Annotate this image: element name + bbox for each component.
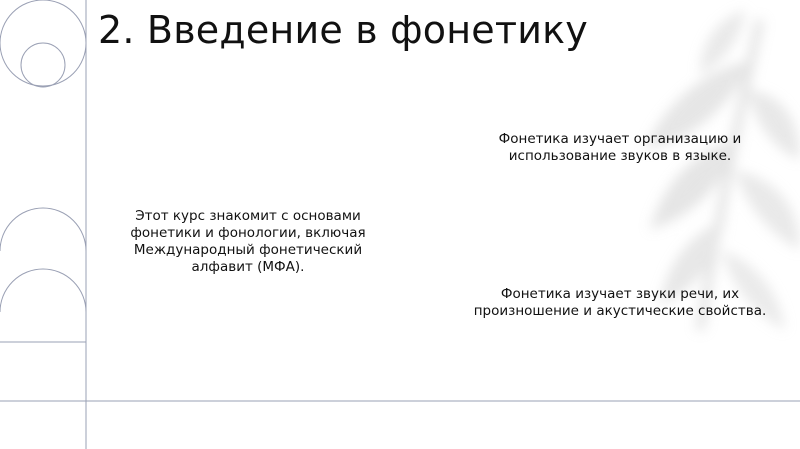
leaf-shadow-decoration xyxy=(645,10,800,330)
phonetics-organization-text: Фонетика изучает организацию и использование звуков в языке. xyxy=(498,131,742,164)
course-intro-text: Этот курс знакомит с основами фонетики и фонологии, включая Международный фонетический алфавит (МФА). xyxy=(130,208,366,275)
slide-title: 2. Введение в фонетику xyxy=(98,8,588,52)
upper-arch xyxy=(0,208,86,251)
phonetics-sounds-text: Фонетика изучает звуки речи, их произношение и акустические свойства. xyxy=(473,286,767,319)
lower-arch xyxy=(0,269,86,312)
top-small-circle xyxy=(21,43,65,87)
